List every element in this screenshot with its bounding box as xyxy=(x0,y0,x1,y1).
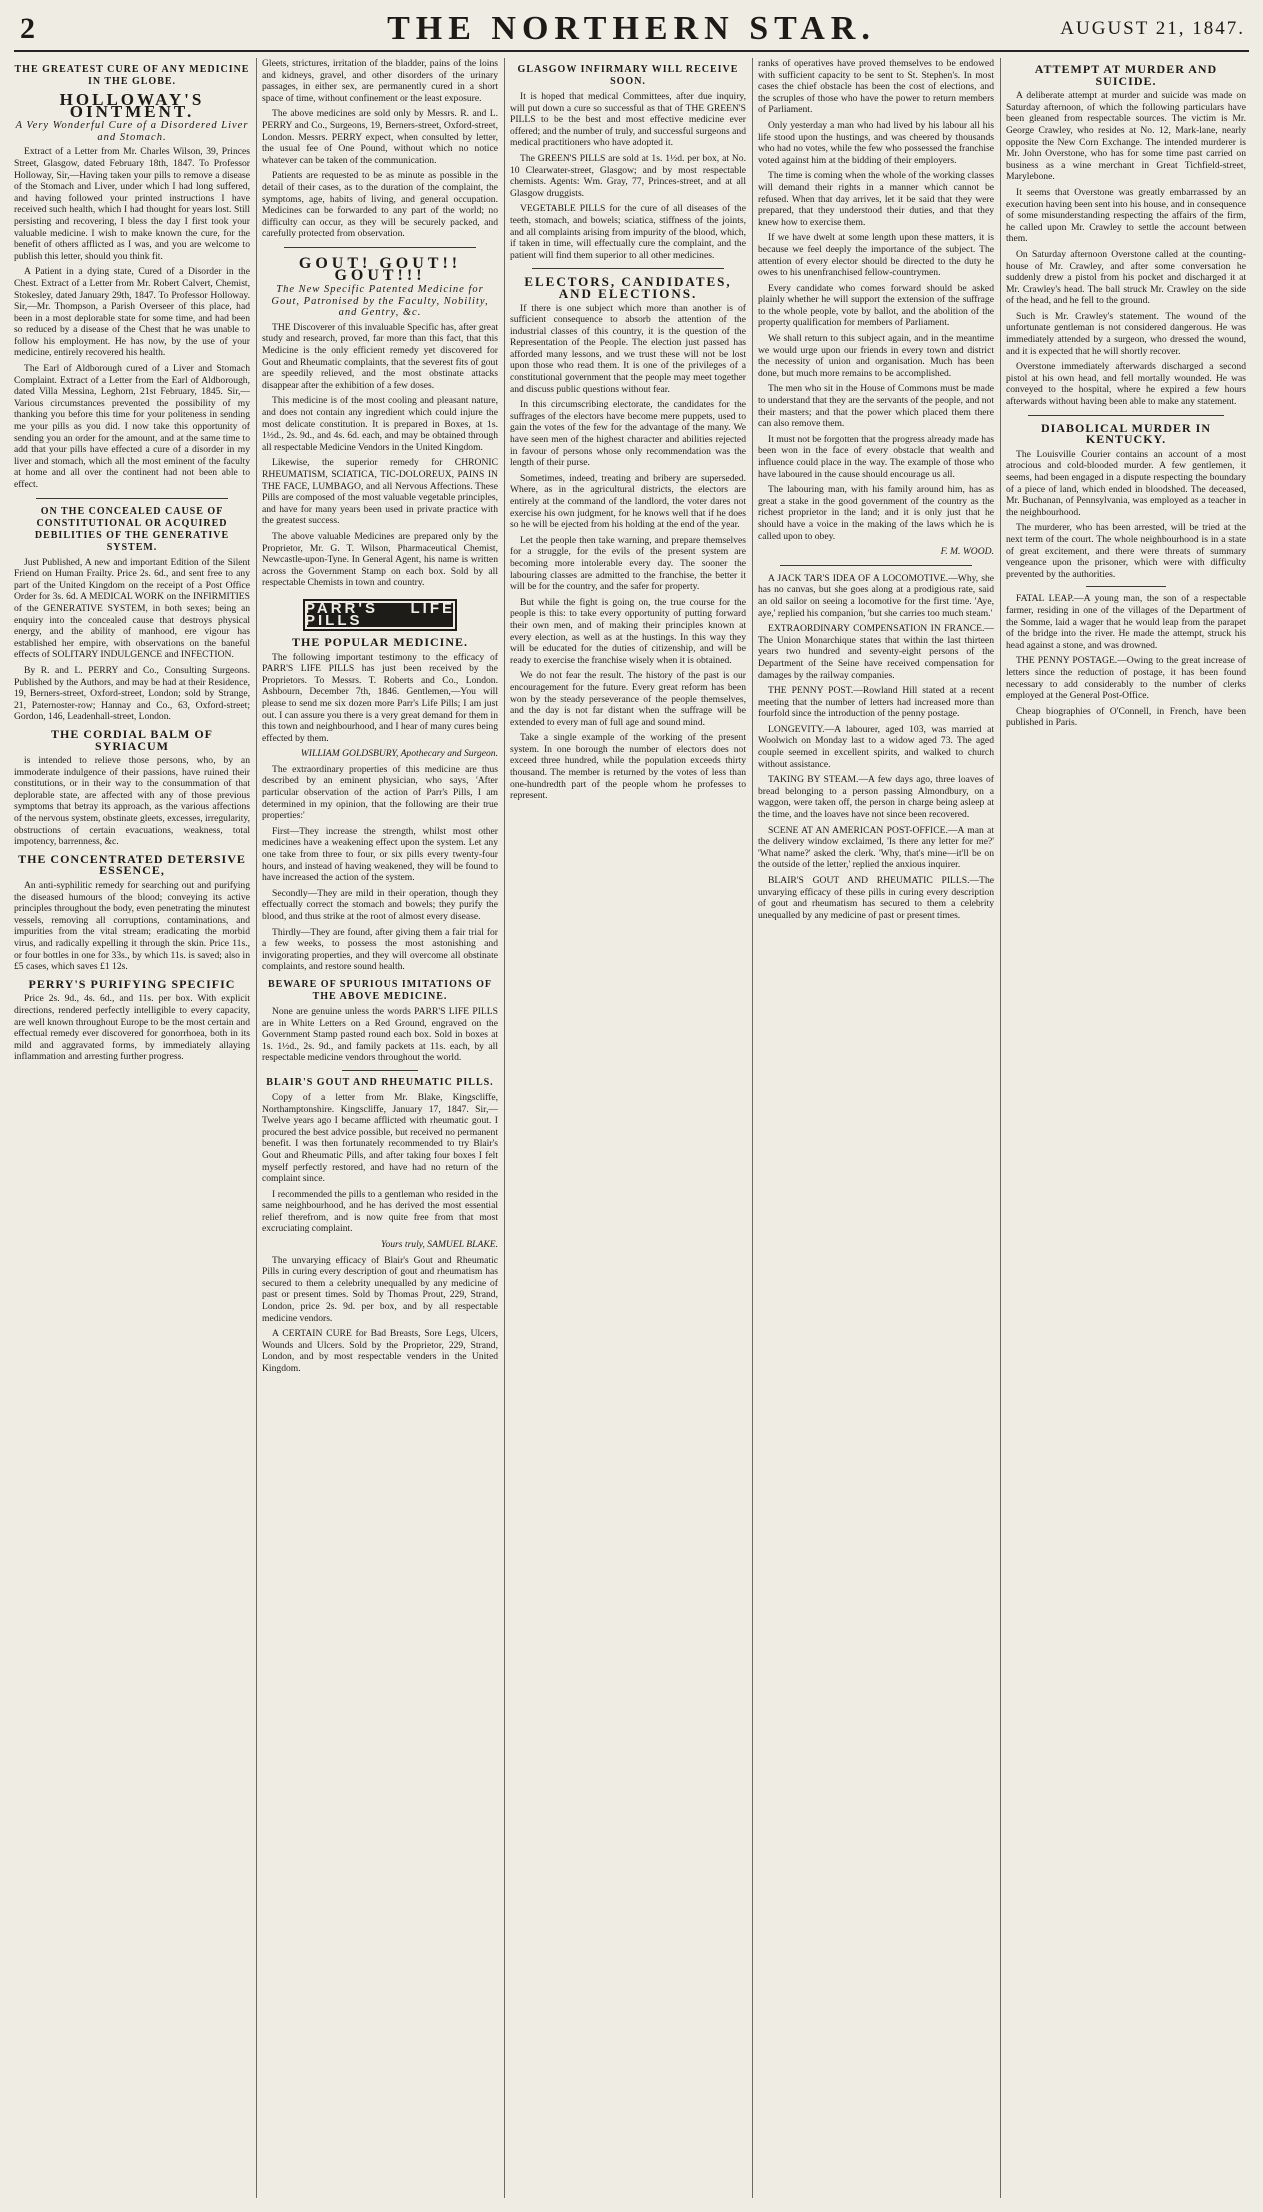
ad-heading: THE CORDIAL BALM OF SYRIACUM xyxy=(50,726,213,753)
news-item: THE PENNY POSTAGE.—Owing to the great increase of letters since the reduction of postage, it has been found necessary to add considerably to the number of clerks employed at the General Post-Office. xyxy=(1006,655,1246,702)
article-paragraph: Such is Mr. Crawley's statement. The wound of the unfortunate gentleman is not considered dangerous. He was immediately attended by a surgeon, who dressed the wound, and it is expected that he will shortly recover. xyxy=(1006,310,1246,357)
column-1 xyxy=(14,58,250,2198)
ad-paragraph: The Earl of Aldborough cured of a Liver and Stomach Complaint. Extract of a Letter from the Earl of Aldborough, dated Villa Messina, Leghorn, 21st February, 1845. Sir,—Various circumstances prevented the possibility of my thanking you before this time for your politeness in sending me your pills as you did. I now take this opportunity of sending you an order for the amount, and at the same time to add that your pills have effected a cure of a disorder in my liver and stomach, which all the most eminent of the faculty at home and all over the continent had not been able to effect. xyxy=(14,363,250,490)
article-paragraph: We do not fear the result. The history of the past is our encouragement for the future. Every great reform has been won by the steady perseverance of the people themselves, and the day is not far distant when the suffrage will be extended to every man of full age and sound mind. xyxy=(510,670,746,728)
ad-paragraph: A Patient in a dying state, Cured of a Disorder in the Chest. Extract of a Letter from Mr. Robert Calvert, Chemist, Stokesley, dated January 29th, 1847. To Professor Holloway. Sir,—Mr. Thompson, a Parish Overseer of this place, had been in a most deplorable state for some time, and had been so reduced by a disease of the Chest that he was unable to follow his employment. He has now, by the use of your medicine, entirely recovered his health. xyxy=(14,266,250,359)
article-paragraph: A deliberate attempt at murder and suicide was made on Saturday afternoon, of which the following particulars have been gleaned from respectable sources. The victim is Mr. George Crawley, who resides at No. 12, Mark-lane, nearly opposite the New Corn Exchange. The intended murderer is Mr. John Overstone, who has for some time past carried on business as a wine merchant in Great Tichfield-street, Marylebone. xyxy=(1006,90,1246,183)
article-heading: ELECTORS, CANDIDATES, AND ELECTIONS. xyxy=(524,274,732,301)
newspaper-title: THE NORTHERN STAR. xyxy=(387,10,876,47)
ad-paragraph: Price 2s. 9d., 4s. 6d., and 11s. per box. With explicit directions, rendered perfectly intelligible to every capacity, are well known throughout Europe to be the most certain and effectual remedy ever discovered for gonorrhoea, both in its mild and aggravated forms, by immediately allaying inflammation and arresting further progress. xyxy=(14,993,250,1063)
ad-paragraph: The above medicines are sold only by Messrs. R. and L. PERRY and Co., Surgeons, 19, Berners-street, Oxford-street, London. Messrs. PERRY expect, when consulted by letter, the usual fee of One Pound, without which no notice whatever can be taken of the communication. xyxy=(262,108,498,166)
ad-paragraph: is intended to relieve those persons, who, by an immoderate indulgence of their passions, have ruined their constitutions, or in their way to the consummation of that deplorable state, are affected with any of those previous symptoms that betray its approach, as the various affections of the nervous system, obstinate gleets, excesses, irregularity, obstructions of certain evacuations, weakness, total impotency, barrenness, &c. xyxy=(14,755,250,848)
article-paragraph: If we have dwelt at some length upon these matters, it is because we feel deeply the importance of the subject. The attention of every elector should be directed to the duty he owes to his unenfranchised fellow-countrymen. xyxy=(758,232,994,279)
banner-text: PARR'S LIFE PILLS xyxy=(305,600,455,629)
news-item: SCENE AT AN AMERICAN POST-OFFICE.—A man at the delivery window exclaimed, 'Is there any letter for me?' 'What name?' asked the clerk. 'Why, that's mine—it'll be on the outside of the letter,' replied the anxious inquirer. xyxy=(758,824,994,871)
news-item: FATAL LEAP.—A young man, the son of a respectable farmer, residing in one of the villages of the Department of the Somme, laid a wager that he would leap from the parapet of the bridge into the river. He made the attempt, struck his head against a stone, and was drowned. xyxy=(1006,593,1246,651)
separator xyxy=(532,268,724,269)
column-rule xyxy=(1000,58,1001,2198)
ad-heading: THE GREATEST CURE OF ANY MEDICINE IN THE GLOBE. xyxy=(14,64,250,87)
article-heading: ATTEMPT AT MURDER AND SUICIDE. xyxy=(1034,62,1218,88)
ad-paragraph: An anti-syphilitic remedy for searching out and purifying the diseased humours of the blood; conveying its active principles throughout the body, even penetrating the minutest vessels, removing all corruptions, contaminations, and impurities from the vital stream; eradicating the morbid virus, and radically expelling it through the skin. Price 11s., or four bottles in one for 33s., by which 11s. is saved; also in £5 cases, which saves £1 12s. xyxy=(14,880,250,973)
article-paragraph: The labouring man, with his family around him, has as great a stake in the good government of the country as the richest proprietor in the land; and it is only just that he should have a voice in the making of the laws which he is called upon to obey. xyxy=(758,484,994,542)
news-item: TAKING BY STEAM.—A few days ago, three loaves of bread belonging to a person passing Almondbury, on a waggon, were taken off, the person in charge being asleep at the time, and the loaves have not since been recovered. xyxy=(758,774,994,821)
ad-paragraph: Gleets, strictures, irritation of the bladder, pains of the loins and kidneys, gravel, and other disorders of the urinary passages, in either sex, are permanently cured in a short space of time, without confinement or the least exposure. xyxy=(262,58,498,104)
column-rule xyxy=(504,58,505,2198)
article-paragraph: In this circumscribing electorate, the candidates for the suffrages of the electors have become mere puppets, used to gain the votes of the few for the advantage of the many. We have seen men of the highest character and abilities rejected in favour of persons whose only recommendation was the length of their purse. xyxy=(510,399,746,469)
article-paragraph: Only yesterday a man who had lived by his labour all his life stood upon the hustings, and was cheered by thousands who had no votes, while the few who possessed the franchise voted against him at the bidding of their employers. xyxy=(758,119,994,166)
ad-paragraph: A CERTAIN CURE for Bad Breasts, Sore Legs, Ulcers, Wounds and Ulcers. Sold by the Proprietor, 229, Strand, London, and by most respectable venders in the United Kingdom. xyxy=(262,1328,498,1374)
article-paragraph: It seems that Overstone was greatly embarrassed by an execution having been sent into his house, and in consequence of some misunderstanding respecting the affairs of the firm, he called upon Mr. Crawley to settle the account between them. xyxy=(1006,186,1246,245)
column-2 xyxy=(262,58,498,2198)
article-paragraph: The Louisville Courier contains an account of a most atrocious and cold-blooded murder. A few gentlemen, it seems, had been engaged in a dispute respecting the boundary of a piece of land, which ended in bloodshed. The deceased, Mr. Buchanan, of Pennsylvania, was employed as a teacher in the neighbourhood. xyxy=(1006,448,1246,518)
separator xyxy=(284,247,476,248)
article-paragraph: We shall return to this subject again, and in the meantime we would urge upon our friends in every town and district the necessity of union and organisation. Much has been done, but much more remains to be accomplished. xyxy=(758,333,994,379)
column-rule xyxy=(256,58,257,2198)
news-item: LONGEVITY.—A labourer, aged 103, was married at Woolwich on Monday last to a widow aged 73. The aged couple seemed in excellent spirits, and walked to church without assistance. xyxy=(758,723,994,770)
article-paragraph: It must not be forgotten that the progress already made has been won in the face of every obstacle that wealth and influence could place in the way. The example of those who have laboured in the cause should encourage us all. xyxy=(758,433,994,480)
news-item: Cheap biographies of O'Connell, in French, have been published in Paris. xyxy=(1006,705,1246,729)
ad-paragraph: THE Discoverer of this invaluable Specific has, after great study and research, proved, far more than this fact, that this Medicine is the only efficient remedy yet discovered for Gout and Rheumatic complaints, that the severest fits of gout are speedily relieved, and the most obstinate attacks disappear after the exhibition of a few doses. xyxy=(262,321,498,391)
article-paragraph: Let the people then take warning, and prepare themselves for a struggle, for the evils of the present system are becoming more intolerable every day. The sooner the labouring classes are admitted to the franchise, the better it will be for the country, and the safer for property. xyxy=(510,534,746,593)
ad-heading: ON THE CONCEALED CAUSE OF CONSTITUTIONAL OR ACQUIRED DEBILITIES OF THE GENERATIVE SYSTEM. xyxy=(34,505,230,553)
ad-paragraph: The extraordinary properties of this medicine are thus described by an eminent physician, who says, 'After particular observation of the action of Parr's Pills, I am determined in my opinion, that the following are their true properties:' xyxy=(262,763,498,822)
columns xyxy=(14,58,1254,2200)
ad-paragraph: The unvarying efficacy of Blair's Gout and Rheumatic Pills in curing every description of gout and rheumatism has secured to them a celebrity unequalled by any medicine of past or present times. Sold by Thomas Prout, 229, Strand, London, price 2s. 9d. per box, and by all respectable medicine vendors. xyxy=(262,1254,498,1324)
ad-paragraph: The GREEN'S PILLS are sold at 1s. 1½d. per box, at No. 10 Clearwater-street, Glasgow; and by most respectable chemists. Agents: Wm. Gray, 77, Princes-street, and at all Glasgow druggists. xyxy=(510,152,746,199)
ad-title: HOLLOWAY'S OINTMENT. xyxy=(59,90,205,121)
masthead xyxy=(14,6,1249,52)
article-paragraph: Every candidate who comes forward should be asked plainly whether he will support the extension of the suffrage to the whole people, vote by ballot, and the abolition of the property qualification for members of Parliament. xyxy=(758,282,994,329)
ad-paragraph: Likewise, the superior remedy for CHRONIC RHEUMATISM, SCIATICA, TIC-DOLOREUX, PAINS IN THE FACE, LUMBAGO, and all Nervous Affections. These Pills are composed of the most valuable vegetable principles, and have for many years been used in private practice with the greatest success. xyxy=(262,457,498,527)
article-paragraph: ranks of operatives have proved themselves to be endowed with sufficient capacity to be sent to St. Stephen's. In most cases the chief obstacle has been the cost of elections, and the scruples of those who have the power to return members of Parliament. xyxy=(758,58,994,116)
article-paragraph: Take a single example of the working of the present system. In one borough the number of electors does not exceed three hundred, while the population exceeds thirty thousand. The member is returned by the votes of less than one-hundredth part of the people whom he professes to represent. xyxy=(510,732,746,802)
news-item: EXTRAORDINARY COMPENSATION IN FRANCE.—The Union Monarchique states that within the last thirteen years two hundred and seventy-eight persons of the Department of the Seine have received compensation for damages by the railway companies. xyxy=(758,623,994,681)
article-paragraph: The murderer, who has been arrested, will be tried at the next term of the court. The whole neighbourhood is in a state of great excitement, and there were threats of summary vengeance upon the prisoner, which were with difficulty prevented by the authorities. xyxy=(1006,522,1246,580)
ad-paragraph: First—They increase the strength, whilst most other medicines have a weakening effect upon the system. Let any one take from three to four, or six pills every twenty-four hours, and instead of having weakened, they will be found to have increased the action of the system. xyxy=(262,825,498,884)
signature: WILLIAM GOLDSBURY, Apothecary and Surgeon. xyxy=(300,748,498,760)
separator xyxy=(780,565,972,566)
column-5 xyxy=(1006,58,1246,2198)
article-heading: DIABOLICAL MURDER IN KENTUCKY. xyxy=(1040,420,1212,447)
separator xyxy=(1028,415,1224,416)
article-paragraph: The time is coming when the whole of the working classes will demand their rights in a manner which cannot be refused. When that day arrives, let it be said that they were prepared, that they understood their duties, and that they knew how to exercise them. xyxy=(758,170,994,228)
article-paragraph: If there is one subject which more than another is of sufficient consequence to absorb the attention of the industrial classes of this country, it is the question of the Representation of the People. The election just passed has afforded many lessons, and we trust these will not be lost upon those who read them. It is one of the privileges of a constitutional government that the people may meet together and discuss public questions without fear. xyxy=(510,302,746,395)
ad-heading: BEWARE OF SPURIOUS IMITATIONS OF THE ABOVE MEDICINE. xyxy=(267,978,493,1002)
issue-date: AUGUST 21, 1847. xyxy=(1060,18,1245,39)
ad-banner-heading: GOUT! GOUT!! GOUT!!! xyxy=(298,254,462,284)
ad-heading: PERRY'S PURIFYING SPECIFIC xyxy=(28,976,236,991)
article-paragraph: The men who sit in the House of Commons must be made to understand that they are the servants of the people, and not their masters; and that the power which placed them there can also remove them. xyxy=(758,383,994,430)
ad-paragraph: Just Published, A new and important Edition of the Silent Friend on Human Frailty. Price 2s. 6d., and sent free to any part of the United Kingdom on the receipt of a Post Office Order for 3s. 6d. A MEDICAL WORK on the INFIRMITIES of the GENERATIVE SYSTEM, in both sexes; being an enquiry into the concealed cause that destroys physical energy, and the ability of manhood, ere vigour has established her empire, with observations on the baneful effects of SOLITARY INDULGENCE and INFECTION. xyxy=(14,556,250,661)
ad-subtitle: A Very Wonderful Cure of a Disordered Liver and Stomach. xyxy=(15,120,249,143)
news-item: BLAIR'S GOUT AND RHEUMATIC PILLS.—The unvarying efficacy of these pills in curing every description of gout and rheumatism has secured to them a celebrity unequalled by any medicine of past or present times. xyxy=(758,875,994,921)
ad-paragraph: I recommended the pills to a gentleman who resided in the same neighbourhood, and he has derived the most essential relief therefrom, and is now quite free from that most excruciating complaint. xyxy=(262,1188,498,1235)
column-3 xyxy=(510,58,746,2198)
ad-paragraph: This medicine is of the most cooling and pleasant nature, and does not contain any ingredient which could injure the most delicate constitution. It is prepared in Boxes, at 1s. 1½d., 2s. 9d., and 4s. 6d. each, and may be obtained through all respectable Medicine Vendors in the United Kingdom. xyxy=(262,395,498,453)
article-paragraph: On Saturday afternoon Overstone called at the counting-house of Mr. Crawley, and after some conversation he suddenly drew a pistol from his pocket and discharged it at Mr. Crawley's head. The ball struck Mr. Crawley on the side of the head, and he fell to the ground. xyxy=(1006,248,1246,307)
ad-heading: THE POPULAR MEDICINE. xyxy=(291,634,468,649)
ad-paragraph: It is hoped that medical Committees, after due inquiry, will put down a cure so successful as that of THE GREEN'S PILLS to be the best and most effective medicine ever offered; and the number of truly, and successful surgeons and medical practitioners who have adopted it. xyxy=(510,91,746,149)
article-paragraph: Sometimes, indeed, treating and bribery are superseded. Where, as in the agricultural districts, the electors are entirely at the command of the landlord, the voter dares not exercise his own judgment, for he knows well that if he does so he will be ejected from his holding at the end of the year. xyxy=(510,472,746,531)
signature: Yours truly, SAMUEL BLAKE. xyxy=(380,1239,498,1251)
article-paragraph: But while the fight is going on, the true course for the people is this: to take every opportunity of putting forward their own men, and of making their principles known at every election, as well as at the hustings. In this way they will be educated for the duties of citizenship, and will be ready to exercise the franchise wisely when it is obtained. xyxy=(510,596,746,666)
news-item: THE PENNY POST.—Rowland Hill stated at a recent meeting that the number of letters had increased more than fourfold since the introduction of the penny postage. xyxy=(758,685,994,720)
separator xyxy=(36,498,228,499)
parrs-life-pills-banner xyxy=(303,599,457,631)
ad-paragraph: Secondly—They are mild in their operation, though they effectually correct the stomach and bowels; they purify the blood, and thus strike at the root of almost every disease. xyxy=(262,887,498,922)
ad-paragraph: By R. and L. PERRY and Co., Consulting Surgeons. Published by the Authors, and may be had at their Residence, 19, Berners-street, Oxford-street, London; sold by Strange, 21, Paternoster-row; Hannay and Co., 63, Oxford-street; Gordon, 146, Leadenhall-street, London. xyxy=(14,664,250,723)
page-number: 2 xyxy=(20,12,35,45)
column-rule xyxy=(752,58,753,2198)
separator xyxy=(1086,586,1166,587)
ad-heading: BLAIR'S GOUT AND RHEUMATIC PILLS. xyxy=(266,1076,494,1088)
signature: F. M. WOOD. xyxy=(940,546,994,558)
ad-paragraph: Thirdly—They are found, after giving them a fair trial for a few weeks, to possess the most astonishing and invigorating properties, and they will overcome all obstinate complaints, and restore sound health. xyxy=(262,926,498,973)
column-4 xyxy=(758,58,994,2198)
ad-paragraph: Copy of a letter from Mr. Blake, Kingscliffe, Northamptonshire. Kingscliffe, January 17, 1847. Sir,—Twelve years ago I became afflicted with rheumatic gout. I procured the best advice possible, but received no permanent benefit. I was then fortunately recommended to try Blair's Gout and Rheumatic Pills, and after taking four boxes I felt myself perfectly restored, and have had no return of the complaint since. xyxy=(262,1091,498,1185)
ad-subtitle: The New Specific Patented Medicine for Gout, Patronised by the Faculty, Nobility, and Gentry, &c. xyxy=(271,284,489,319)
separator xyxy=(342,1070,418,1071)
ad-paragraph: The above valuable Medicines are prepared only by the Proprietor, Mr. G. T. Wilson, Pharmaceutical Chemist, Newcastle-upon-Tyne. In General Agent, his name is written across the Government Stamp on each box. Sold by all respectable Chemists in town and country. xyxy=(262,530,498,589)
ad-paragraph: VEGETABLE PILLS for the cure of all diseases of the teeth, stomach, and bowels; sciatica, stiffness of the joints, and all complaints arising from impurity of the blood, which, if taken in time, will effectually cure the complaint, and the patient will find them superior to all other medicines. xyxy=(510,203,746,261)
ad-paragraph: None are genuine unless the words PARR'S LIFE PILLS are in White Letters on a Red Ground, engraved on the Government Stamp pasted round each box. Sold in boxes at 1s. 1½d., 2s. 9d., and family packets at 11s. each, by all respectable medicine vendors throughout the world. xyxy=(262,1005,498,1064)
ad-paragraph: The following important testimony to the efficacy of PARR'S LIFE PILLS has just been received by the Proprietors. To Messrs. T. Roberts and Co., London. Ashbourn, December 7th, 1846. Gentlemen,—You will please to send me six dozen more Parr's Life Pills; I am just out. I can assure you there is a very great demand for them in this town and neighbourhood, and I hear of many cures being effected by them. xyxy=(262,651,498,744)
ad-paragraph: Patients are requested to be as minute as possible in the detail of their cases, as to the duration of the complaint, the symptoms, age, habits of living, and general occupation. Medicines can be forwarded to any part of the world; no difficulty can occur, as they will be securely packed, and carefully protected from observation. xyxy=(262,170,498,240)
ad-heading: GLASGOW INFIRMARY WILL RECEIVE SOON. xyxy=(517,64,739,87)
ad-paragraph: Extract of a Letter from Mr. Charles Wilson, 39, Princes Street, Glasgow, dated February 18th, 1847. To Professor Holloway, Sir,—Having taken your pills to remove a disease of the Stomach and Liver, under which I had long suffered, and having followed your printed instructions I have received such health, which I had thought for years lost. Still persisting and recovering, I bless the day I first took your valuable medicine. I wish to make known the cure, for the benefit of others afflicted as I was, and you are welcome to publish this letter, should you think fit. xyxy=(14,146,250,262)
article-paragraph: Overstone immediately afterwards discharged a second pistol at his own head, and fell mortally wounded. He was conveyed to the hospital, where he expired a few hours afterwards without having been able to make any statement. xyxy=(1006,361,1246,408)
ad-heading: THE CONCENTRATED DETERSIVE ESSENCE, xyxy=(18,851,246,878)
news-item: A JACK TAR'S IDEA OF A LOCOMOTIVE.—Why, she has no canvas, but she goes along at a prodigious rate, said an old sailor on seeing a locomotive for the first time. 'Aye, aye,' replied his companion, 'but she carries too much steam.' xyxy=(758,572,994,619)
